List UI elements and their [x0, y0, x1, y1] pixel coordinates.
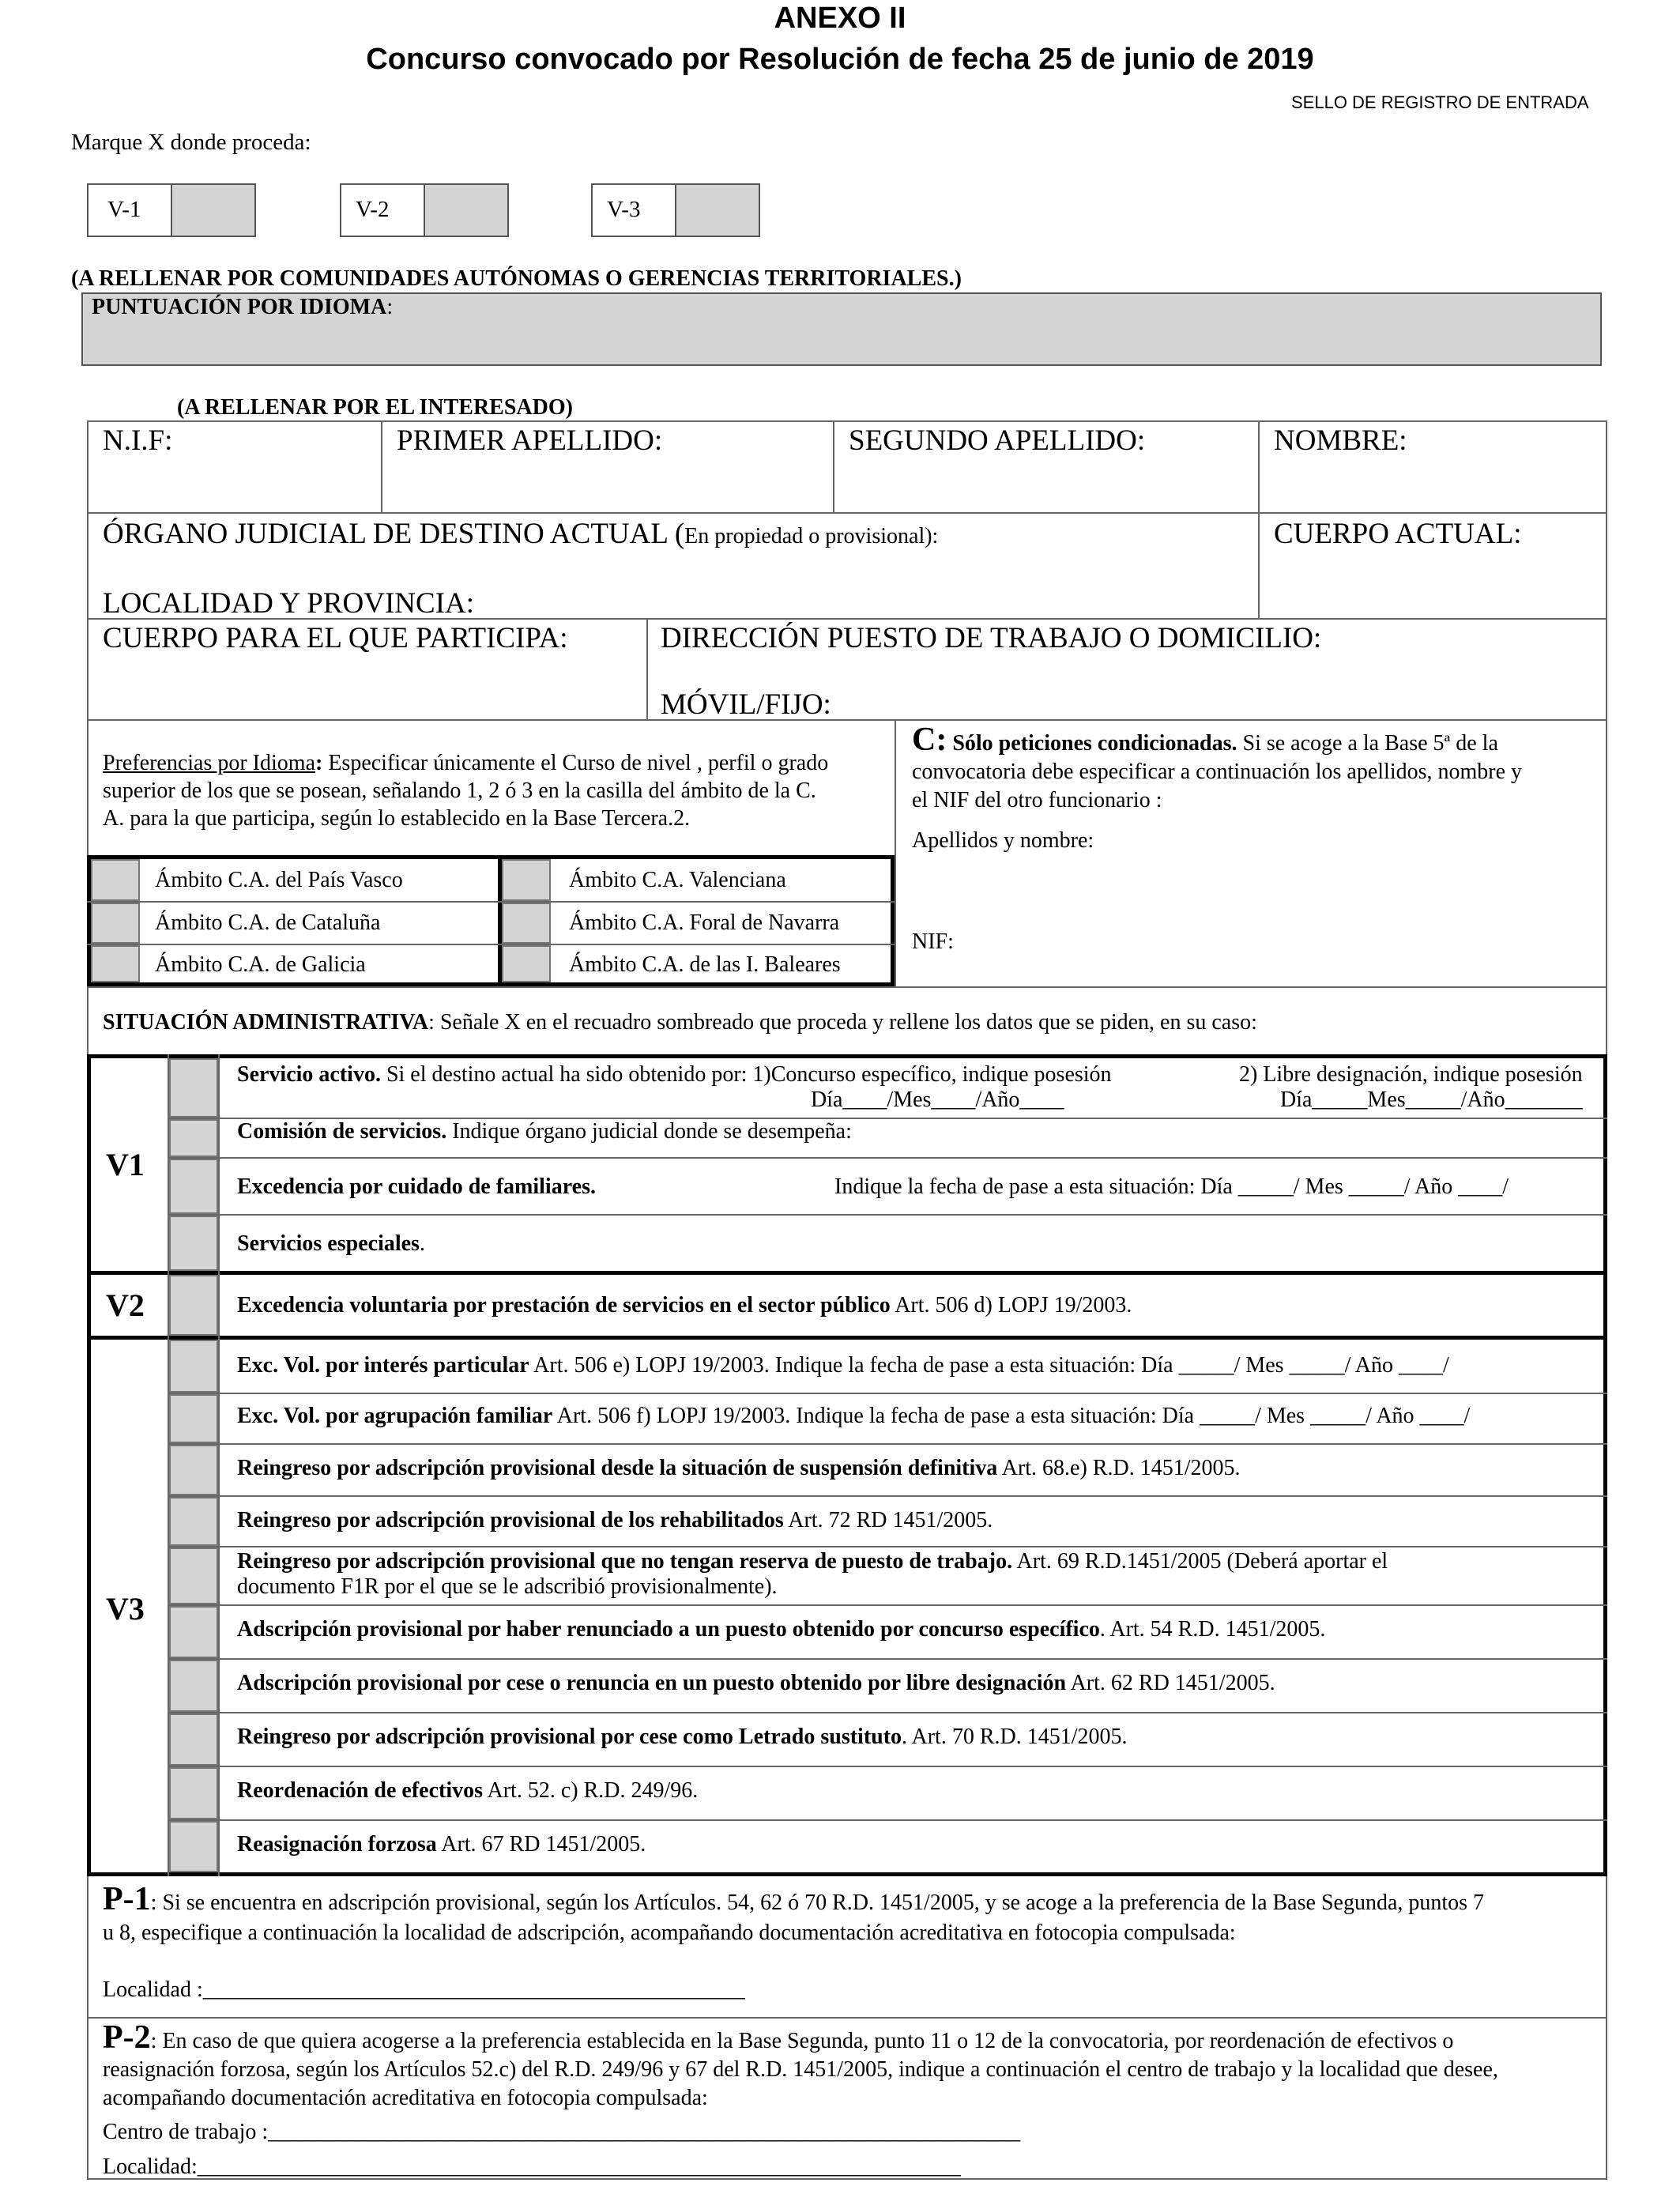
- option-v1-label: V-1: [107, 197, 141, 222]
- option-v2-checkbox[interactable]: [424, 185, 507, 236]
- v2-row: Excedencia voluntaria por prestación de servicios en el sector público Art. 506 d) LOPJ 19/2003.: [237, 1293, 1132, 1318]
- ambito-cataluna-checkbox[interactable]: [91, 903, 140, 944]
- direccion-field[interactable]: DIRECCIÓN PUESTO DE TRABAJO O DOMICILIO:: [661, 622, 1322, 654]
- page-title: ANEXO II: [774, 2, 906, 35]
- v3-reasignacion-row: Reasignación forzosa Art. 67 RD 1451/2005.: [237, 1832, 646, 1857]
- v3-suspension-row: Reingreso por adscripción provisional desde la situación de suspensión definitiva Art. 68.e) R.D. 1451/2005.: [237, 1456, 1241, 1480]
- v1-comision-checkbox[interactable]: [169, 1119, 218, 1157]
- v1-excedencia-familiares-checkbox[interactable]: [169, 1159, 218, 1214]
- segundo-apellido-field[interactable]: SEGUNDO APELLIDO:: [849, 424, 1146, 457]
- v1-libre-designacion-text: 2) Libre designación, indique posesión: [1239, 1062, 1583, 1087]
- condicionadas-apellidos-field[interactable]: Apellidos y nombre:: [912, 828, 1094, 853]
- v3-agrupacion-familiar-row: Exc. Vol. por agrupación familiar Art. 506 f) LOPJ 19/2003. Indique la fecha de pase a esta situación: Día _____/ Mes _____/ Año ____/: [237, 1404, 1471, 1428]
- v1-servicio-activo-checkbox[interactable]: [169, 1058, 218, 1118]
- ambito-baleares-label: Ámbito C.A. de las I. Baleares: [569, 952, 841, 977]
- option-v3-label: V-3: [607, 197, 641, 222]
- v1-servicios-especiales-row: Servicios especiales.: [237, 1231, 425, 1256]
- ambito-valenciana-checkbox[interactable]: [502, 859, 551, 901]
- v1-servicios-especiales-checkbox[interactable]: [169, 1216, 218, 1271]
- mark-instruction: Marque X donde proceda:: [71, 130, 311, 155]
- p1-text: P-1: Si se encuentra en adscripción provisional, según los Artículos. 54, 62 ó 70 R.D. 1451/2005, y se acoge a la preferencia de la Base Segunda, puntos 7 u 8, especifique a continuación la localidad de adscripción, acompañando documentación acreditativa en fotocopia compulsada:: [103, 1881, 1485, 1945]
- v2-checkbox[interactable]: [169, 1275, 218, 1336]
- ambito-galicia-checkbox[interactable]: [91, 945, 140, 982]
- v1-comision-row: Comisión de servicios. Indique órgano judicial donde se desempeña:: [237, 1119, 852, 1144]
- situacion-heading: SITUACIÓN ADMINISTRATIVA: Señale X en el recuadro sombreado que proceda y rellene los datos que se piden, en su caso:: [103, 1010, 1257, 1035]
- v3-rehabilitados-checkbox[interactable]: [169, 1497, 218, 1546]
- v3-renuncia-concurso-row: Adscripción provisional por haber renunciado a un puesto obtenido por concurso específico. Art. 54 R.D. 1451/2005.: [237, 1617, 1326, 1642]
- movil-fijo-field[interactable]: MÓVIL/FIJO:: [661, 688, 831, 721]
- v1-excedencia-familiares-row: Excedencia por cuidado de familiares.: [237, 1174, 596, 1199]
- cuerpo-actual-field[interactable]: CUERPO ACTUAL:: [1274, 518, 1522, 550]
- ambito-navarra-checkbox[interactable]: [502, 903, 551, 944]
- v3-agrupacion-familiar-checkbox[interactable]: [169, 1394, 218, 1443]
- ambito-galicia-label: Ámbito C.A. de Galicia: [155, 952, 366, 977]
- v3-libre-designacion-checkbox[interactable]: [169, 1660, 218, 1712]
- organo-judicial-field[interactable]: ÓRGANO JUDICIAL DE DESTINO ACTUAL (En propiedad o provisional):: [103, 518, 939, 550]
- option-v3-checkbox[interactable]: [675, 185, 759, 236]
- v3-interes-particular-checkbox[interactable]: [169, 1340, 218, 1393]
- preferencias-idioma-text: Preferencias por Idioma: Especificar únicamente el Curso de nivel , perfil o grado superior de los que se posean, señalando 1, 2 ó 3 en la casilla del ámbito de la C. A. para la que participa, según lo establecido en la Base Tercera.2.: [103, 751, 829, 831]
- v1-servicio-activo-row: Servicio activo. Si el destino actual ha sido obtenido por: 1)Concurso específico, indique posesión: [237, 1062, 1112, 1087]
- v3-rehabilitados-row: Reingreso por adscripción provisional de los rehabilitados Art. 72 RD 1451/2005.: [237, 1508, 993, 1532]
- puntuacion-idioma-label: PUNTUACIÓN POR IDIOMA:: [92, 295, 394, 319]
- p2-text: P-2: En caso de que quiera acogerse a la preferencia establecida en la Base Segunda, punto 11 o 12 de la convocatoria, por reordenación de efectivos o reasignación forzosa, según los Artículos 52.c) del R.D. 249/96 y 67 del R.D. 1451/2005, indique a continuación el centro de trabajo y la localidad que desee, acompañando documentación acreditativa en fotocopia compulsada:: [103, 2019, 1498, 2110]
- v3-letrado-sustituto-row: Reingreso por adscripción provisional por cese como Letrado sustituto. Art. 70 R.D. 1451/2005.: [237, 1725, 1128, 1749]
- v3-suspension-checkbox[interactable]: [169, 1445, 218, 1495]
- ambito-baleares-checkbox[interactable]: [502, 945, 551, 982]
- stamp-label: SELLO DE REGISTRO DE ENTRADA: [1291, 92, 1589, 112]
- nif-field[interactable]: N.I.F:: [103, 424, 173, 457]
- ambito-pais-vasco-label: Ámbito C.A. del País Vasco: [155, 868, 403, 892]
- v3-label: V3: [106, 1591, 145, 1627]
- page-subtitle: Concurso convocado por Resolución de fecha 25 de junio de 2019: [366, 43, 1314, 76]
- cuerpo-participa-field[interactable]: CUERPO PARA EL QUE PARTICIPA:: [103, 622, 568, 654]
- v3-libre-designacion-row: Adscripción provisional por cese o renuncia en un puesto obtenido por libre designación Art. 62 RD 1451/2005.: [237, 1671, 1275, 1695]
- ambito-navarra-label: Ámbito C.A. Foral de Navarra: [569, 910, 840, 935]
- v3-sin-reserva-row: Reingreso por adscripción provisional que no tengan reserva de puesto de trabajo. Art. 69 R.D.1451/2005 (Deberá aportar el documento F1R por el que se le adscribió provisionalmente).: [237, 1549, 1388, 1599]
- applicant-section-title: (A RELLENAR POR EL INTERESADO): [177, 395, 573, 420]
- v3-reordenacion-checkbox[interactable]: [169, 1767, 218, 1819]
- v3-interes-particular-row: Exc. Vol. por interés particular Art. 506 e) LOPJ 19/2003. Indique la fecha de pase a esta situación: Día _____/ Mes _____/ Año ____/: [237, 1353, 1449, 1378]
- ambito-cataluna-label: Ámbito C.A. de Cataluña: [155, 910, 381, 935]
- p2-localidad-field[interactable]: Localidad:_____________________________________________________________________: [103, 2154, 961, 2179]
- ambito-pais-vasco-checkbox[interactable]: [91, 859, 140, 901]
- option-v1-checkbox[interactable]: [171, 185, 254, 236]
- localidad-provincia-field[interactable]: LOCALIDAD Y PROVINCIA:: [103, 587, 475, 620]
- nombre-field[interactable]: NOMBRE:: [1274, 424, 1407, 457]
- v3-sin-reserva-checkbox[interactable]: [169, 1547, 218, 1604]
- primer-apellido-field[interactable]: PRIMER APELLIDO:: [397, 424, 663, 457]
- ccaa-section-title: (A RELLENAR POR COMUNIDADES AUTÓNOMAS O GERENCIAS TERRITORIALES.): [71, 266, 962, 291]
- v1-posesion-fecha-1[interactable]: Día____/Mes____/Año____: [811, 1088, 1064, 1112]
- v3-renuncia-concurso-checkbox[interactable]: [169, 1606, 218, 1658]
- condicionadas-nif-field[interactable]: NIF:: [912, 929, 954, 954]
- v1-label: V1: [106, 1147, 145, 1182]
- condicionadas-text: C: Sólo peticiones condicionadas. Si se acoge a la Base 5ª de la convocatoria debe especificar a continuación los apellidos, nombre y el NIF del otro funcionario :: [912, 722, 1523, 812]
- v3-letrado-sustituto-checkbox[interactable]: [169, 1713, 218, 1766]
- v1-excedencia-fecha[interactable]: Indique la fecha de pase a esta situación: Día _____/ Mes _____/ Año ____/: [834, 1174, 1509, 1199]
- v2-label: V2: [106, 1287, 145, 1323]
- v3-reasignacion-checkbox[interactable]: [169, 1821, 218, 1872]
- option-v2-label: V-2: [356, 197, 390, 222]
- v1-posesion-fecha-2[interactable]: Día_____Mes_____/Año_______: [1280, 1088, 1583, 1112]
- v3-reordenacion-row: Reordenación de efectivos Art. 52. c) R.D. 249/96.: [237, 1778, 699, 1803]
- p2-centro-trabajo-field[interactable]: Centro de trabajo :____________________________________________________________________: [103, 2120, 1021, 2144]
- p1-localidad-field[interactable]: Localidad :_________________________________________________: [103, 1977, 745, 2002]
- ambito-valenciana-label: Ámbito C.A. Valenciana: [569, 868, 786, 892]
